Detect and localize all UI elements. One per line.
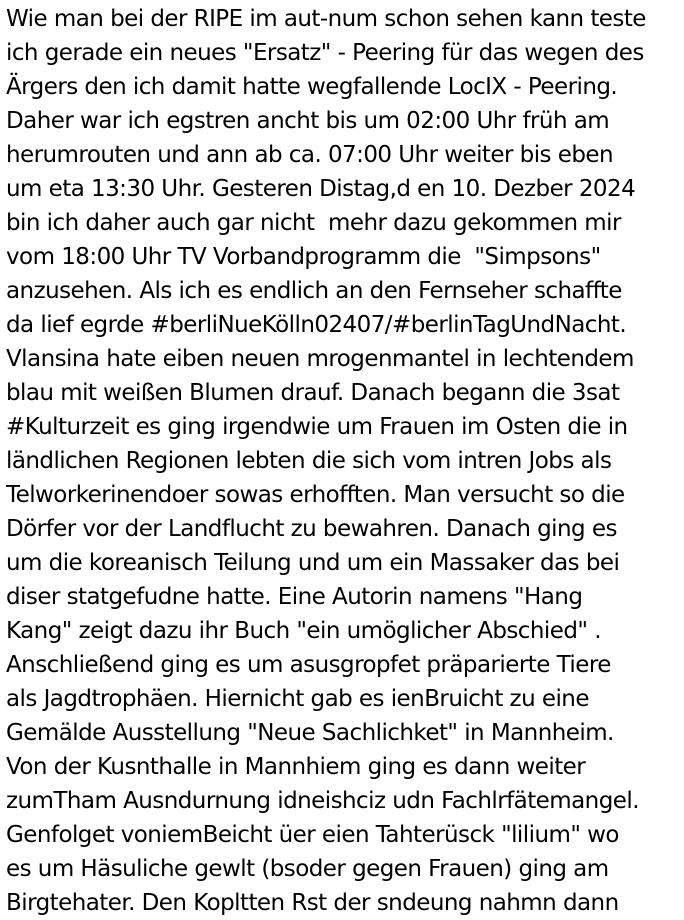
text-line: da lief egrde #berliNueKölln02407/#berlinTagUndNacht. <box>6 312 627 338</box>
text-line: Kang" zeigt dazu ihr Buch "ein umöglicher Abschied" . <box>6 618 601 644</box>
text-line: Gemälde Ausstellung "Neue Sachlichket" in Mannheim. <box>6 720 614 746</box>
document-text <box>6 2 682 920</box>
text-line: Telworkerinendoer sowas erhofften. Man versucht so die <box>6 482 625 508</box>
text-line: um eta 13:30 Uhr. Gesteren Distag,d en 10. Dezber 2024 <box>6 176 636 202</box>
text-line: blau mit weißen Blumen drauf. Danach begann die 3sat <box>6 380 620 406</box>
text-line: ich gerade ein neues "Ersatz" - Peering für das wegen des <box>6 40 644 66</box>
text-line: Genfolget voniemBeicht üer eien Tahterüsck "lilium" wo <box>6 822 619 848</box>
text-line: herumrouten und ann ab ca. 07:00 Uhr weiter bis eben <box>6 142 614 168</box>
text-line: diser statgefudne hatte. Eine Autorin namens "Hang <box>6 584 583 610</box>
text-line: vom 18:00 Uhr TV Vorbandprogramm die "Simpsons" <box>6 244 601 270</box>
text-line: anzusehen. Als ich es endlich an den Fernseher schaffte <box>6 278 622 304</box>
text-line: Ärgers den ich damit hatte wegfallende LocIX - Peering. <box>6 74 618 100</box>
text-line: es um Häsuliche gewlt (bsoder gegen Frauen) ging am <box>6 856 609 882</box>
text-line: Birgtehater. Den Kopltten Rst der sndeung nahmn dann <box>6 890 619 916</box>
text-line: Vlansina hate eiben neuen mrogenmantel in lechtendem <box>6 346 634 372</box>
text-line: #Kulturzeit es ging irgendwie um Frauen im Osten die in <box>6 414 628 440</box>
text-line: Anschließend ging es um asusgropfet präparierte Tiere <box>6 652 611 678</box>
text-line: Wie man bei der RIPE im aut-num schon sehen kann teste <box>6 6 646 32</box>
text-line: Daher war ich egstren ancht bis um 02:00 Uhr früh am <box>6 108 610 134</box>
text-line: als Jagdtrophäen. Hiernicht gab es ienBruicht zu eine <box>6 686 589 712</box>
text-line: ländlichen Regionen lebten die sich vom intren Jobs als <box>6 448 612 474</box>
text-line: Von der Kusnthalle in Mannhiem ging es dann weiter <box>6 754 586 780</box>
text-line: zumTham Ausndurnung idneishciz udn Fachlrfätemangel. <box>6 788 639 814</box>
text-line: um die koreanisch Teilung und um ein Massaker das bei <box>6 550 620 576</box>
text-line: Dörfer vor der Landflucht zu bewahren. Danach ging es <box>6 516 617 542</box>
text-line: bin ich daher auch gar nicht mehr dazu gekommen mir <box>6 210 621 236</box>
